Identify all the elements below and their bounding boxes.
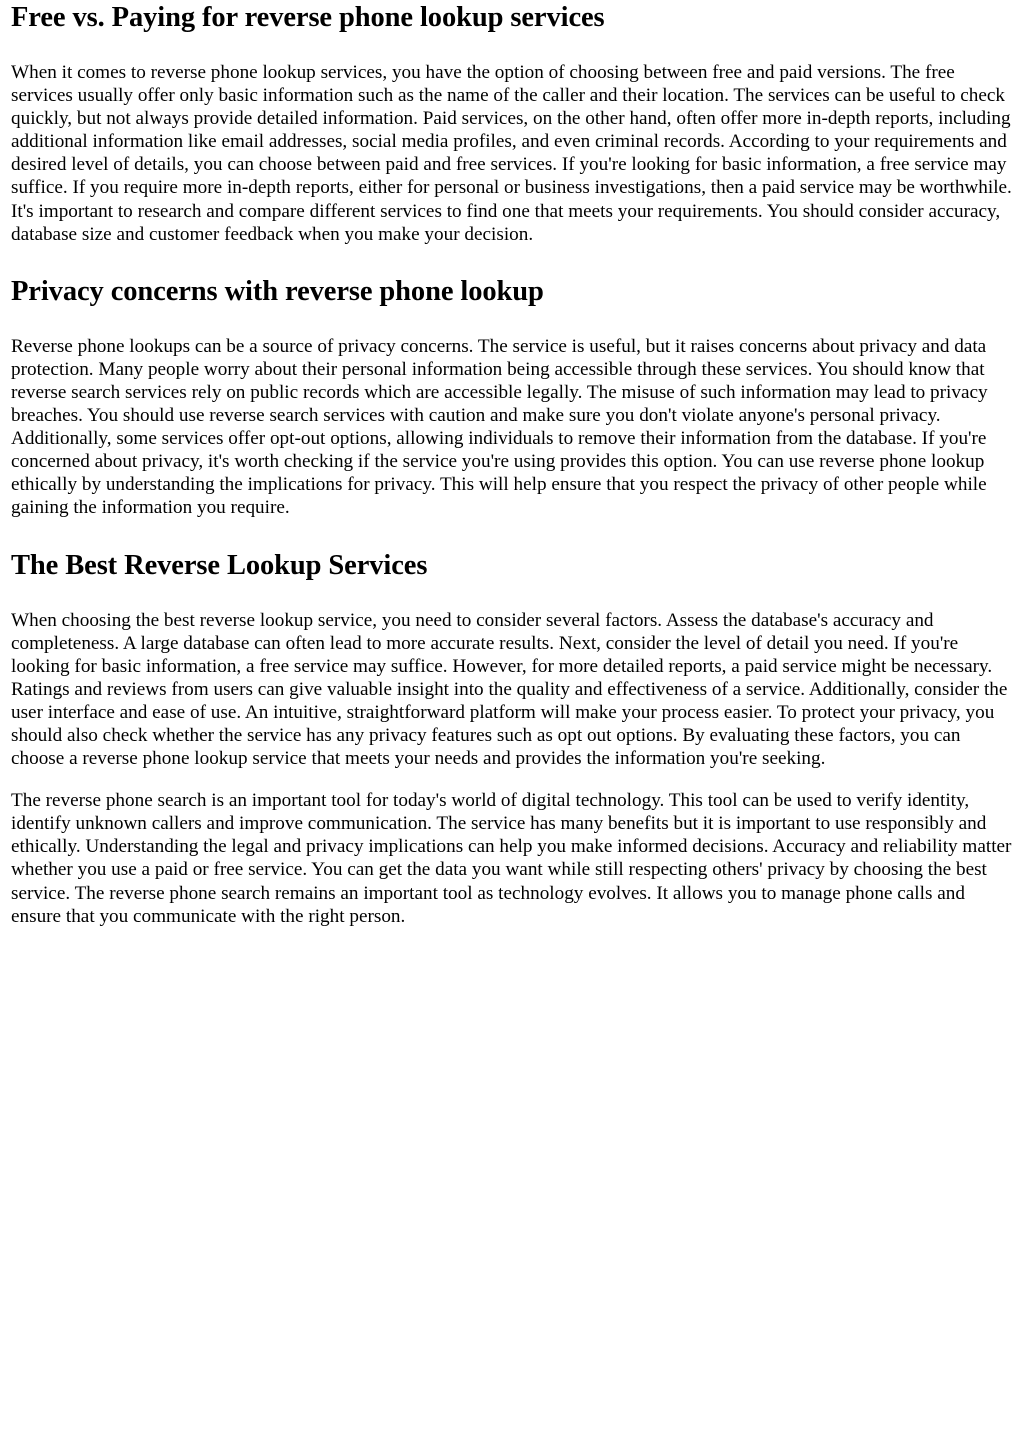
section-paragraph: When it comes to reverse phone lookup services, you have the option of choosing between free and paid versions. The free services usually offer only basic information such as the name of the caller and their location. The services can be useful to check quickly, but not always provide detailed information. Paid services, on the other hand, often offer more in-depth reports, including additional information like email addresses, social media profiles, and even criminal records. According to your requirements and desired level of details, you can choose between paid and free services. If you're looking for basic information, a free service may suffice. If you require more in-depth reports, either for personal or business investigations, then a paid service may be worthwhile. It's important to research and compare different services to find one that meets your requirements. You should consider accuracy, database size and customer feedback when you make your decision.: [11, 62, 1012, 245]
section-paragraph: Reverse phone lookups can be a source of privacy concerns. The service is useful, but it raises concerns about privacy and data protection. Many people worry about their personal information being accessible through these services. You should know that reverse search services rely on public records which are accessible legally. The misuse of such information may lead to privacy breaches. You should use reverse search services with caution and make sure you don't violate anyone's personal privacy. Additionally, some services offer opt-out options, allowing individuals to remove their information from the database. If you're concerned about privacy, it's worth checking if the service you're using provides this option. You can use reverse phone lookup ethically by understanding the implications for privacy. This will help ensure that you respect the privacy of other people while gaining the information you require.: [11, 335, 988, 519]
section-heading-free-vs-paid: Free vs. Paying for reverse phone lookup services: [11, 2, 605, 33]
section-heading-best-services: The Best Reverse Lookup Services: [11, 549, 428, 581]
section-heading-privacy-concerns: Privacy concerns with reverse phone lookup: [11, 275, 544, 307]
section-paragraph: When choosing the best reverse lookup service, you need to consider several factors. Assess the database's accuracy and completeness. A large database can often lead to more accurate results. Next, consider the level of detail you need. If you're looking for basic information, a free service may suffice. However, for more detailed reports, a paid service might be necessary. Ratings and reviews from users can give valuable insight into the quality and effectiveness of a service. Additionally, consider the user interface and ease of use. An intuitive, straightforward platform will make your process easier. To protect your privacy, you should also check whether the service has any privacy features such as opt out options. By evaluating these factors, you can choose a reverse phone lookup service that meets your needs and provides the information you're seeking.: [11, 609, 1008, 770]
conclusion-paragraph: The reverse phone search is an important tool for today's world of digital technology. This tool can be used to verify identity, identify unknown callers and improve communication. The service has many benefits but it is important to use responsibly and ethically. Understanding the legal and privacy implications can help you make informed decisions. Accuracy and reliability matter whether you use a paid or free service. You can get the data you want while still respecting others' privacy by choosing the best service. The reverse phone search remains an important tool as technology evolves. It allows you to manage phone calls and ensure that you communicate with the right person.: [11, 790, 1012, 927]
